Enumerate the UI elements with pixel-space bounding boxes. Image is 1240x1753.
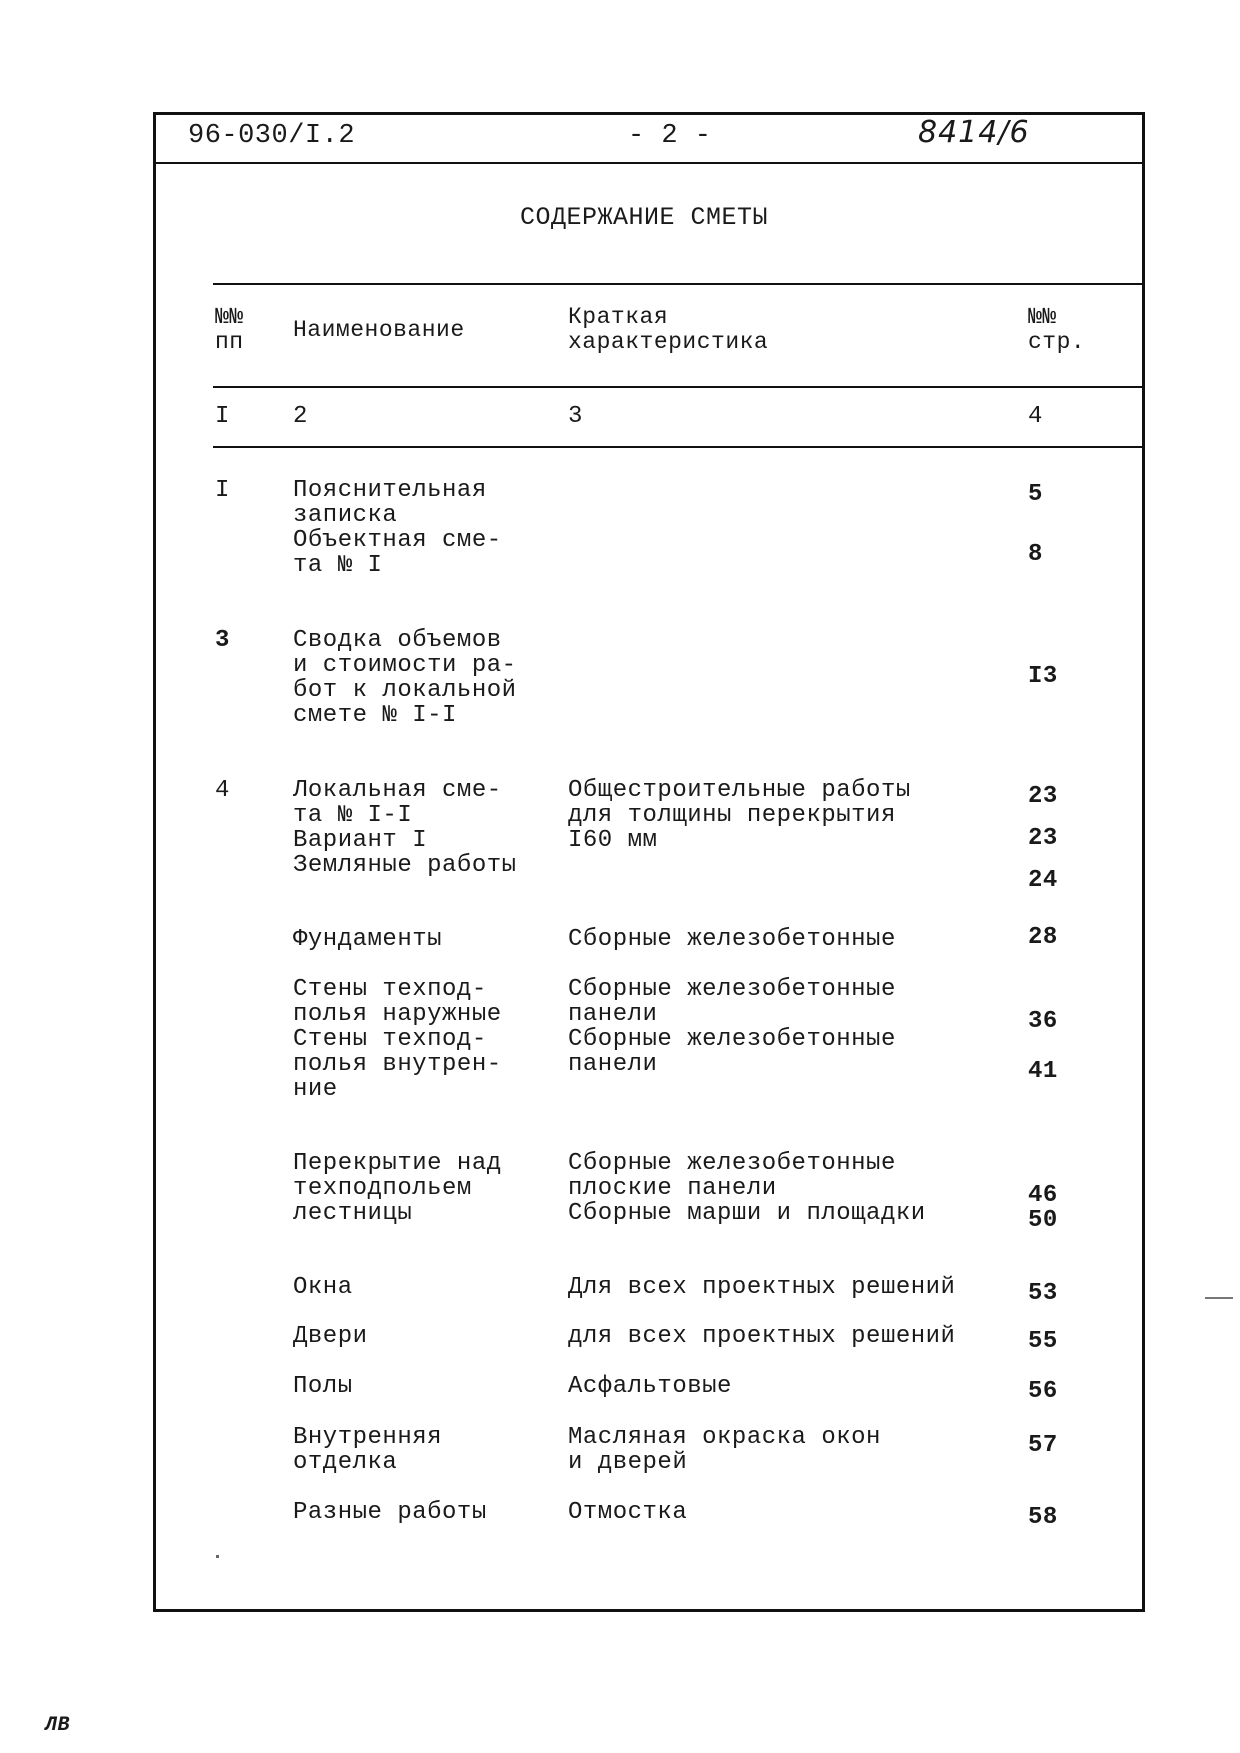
column-numbers-rule (213, 446, 1145, 448)
row-pages: 57 (1028, 1432, 1058, 1459)
row-name: Окна (293, 1274, 353, 1301)
row-desc: Общестроительные работы для толщины перекрытия I60 мм (568, 777, 911, 854)
row-desc: для всех проектных решений (568, 1323, 956, 1350)
row-pages: 53 (1028, 1280, 1058, 1307)
row-pages: 5 8 (1028, 481, 1043, 568)
row-name: Внутренняя отделка (293, 1424, 443, 1476)
table-top-rule (213, 283, 1145, 285)
margin-tick (1205, 1297, 1233, 1299)
stray-mark (216, 1555, 219, 1558)
col-number-2: 2 (293, 403, 308, 430)
row-pages: 28 (1028, 924, 1058, 951)
row-desc: Отмостка (568, 1499, 688, 1526)
page-number: - 2 - (628, 121, 712, 151)
col-header-pages-line1: №№ (1028, 304, 1057, 330)
row-name: Сводка объемов и стоимости ра- бот к локальной смете № I-I (293, 627, 517, 729)
footer-initials: ЛВ (45, 1714, 71, 1737)
col-header-pages (1028, 305, 1085, 355)
header-divider (153, 162, 1145, 164)
row-number: 3 (215, 627, 230, 654)
row-desc: Сборные железобетонные панели Сборные железобетонные панели (568, 976, 896, 1078)
row-pages: 36 41 (1028, 1008, 1058, 1085)
row-desc: Асфальтовые (568, 1373, 732, 1400)
inventory-number: 8414/6 (918, 115, 1030, 150)
col-header-name: Наименование (293, 317, 465, 343)
row-desc: Сборные железобетонные плоские панели Сборные марши и площадки (568, 1150, 926, 1227)
row-pages: 55 (1028, 1328, 1058, 1355)
row-name: Стены техпод- полья наружные Стены техпод- полья внутрен- ние (293, 976, 502, 1103)
page-title: СОДЕРЖАНИЕ СМЕТЫ (520, 203, 769, 232)
col-number-1: I (215, 403, 230, 430)
row-pages: 46 50 (1028, 1182, 1058, 1234)
table-header-rule (213, 386, 1145, 388)
col-header-desc-line2: характеристика (568, 329, 769, 355)
col-header-desc-line1: Краткая (568, 304, 669, 330)
row-desc: Масляная окраска окон и дверей (568, 1424, 881, 1476)
col-header-no-line2: пп (215, 329, 244, 355)
row-name: Перекрытие над техподпольем лестницы (293, 1150, 502, 1227)
col-header-desc (568, 305, 768, 355)
row-number: I (215, 477, 230, 504)
row-pages: 56 (1028, 1378, 1058, 1405)
row-name: Пояснительная записка Объектная сме- та № I (293, 477, 502, 579)
col-header-no-line1: №№ (215, 304, 244, 330)
col-header-no (215, 305, 244, 355)
row-name: Локальная сме- та № I-I Вариант I Земляные работы (293, 777, 517, 879)
col-number-4: 4 (1028, 403, 1043, 430)
row-pages: I3 (1028, 663, 1058, 690)
row-pages: 58 (1028, 1504, 1058, 1531)
col-number-3: 3 (568, 403, 583, 430)
row-name: Фундаменты (293, 926, 443, 953)
row-desc: Сборные железобетонные (568, 926, 896, 953)
row-name: Разные работы (293, 1499, 487, 1526)
row-number: 4 (215, 777, 230, 804)
row-pages: 23 23 24 (1028, 783, 1058, 894)
document-code: 96-030/I.2 (188, 121, 356, 151)
col-header-pages-line2: стр. (1028, 329, 1086, 355)
row-name: Двери (293, 1323, 368, 1350)
row-name: Полы (293, 1373, 353, 1400)
row-desc: Для всех проектных решений (568, 1274, 956, 1301)
